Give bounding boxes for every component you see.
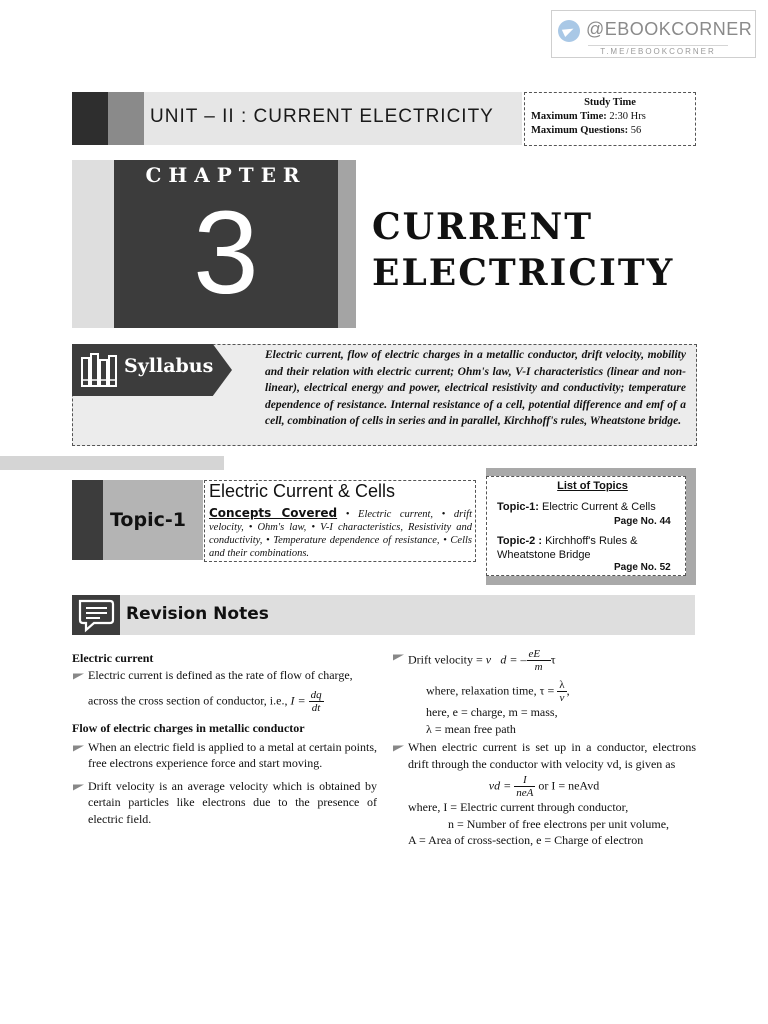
chapter-number: 3 [193,187,259,319]
concepts-list: • Electric current, • drift velocity, • Ohm's law, • V-I characteristics, Resistivity and conductivity, • Temperature dependence of resistance, • Cells and their combinations. [209,509,472,559]
I-over-neA-fraction: $\frac{I}{\text{neA}}$ [516,774,534,799]
vd-equation: vd = $\frac{I}{\text{neA}}$ or I = neAvd [488,774,600,799]
syllabus-label: Syllabus [124,355,214,377]
max-time-value: 2:30 Hrs [609,111,646,122]
chapter-title [372,204,674,296]
lambda-line: λ = mean free path [426,721,516,736]
topic-2-page: Page No. 52 [614,562,671,573]
watermark-handle: @EBOOKCORNER [586,19,753,39]
bullet-drift-velocity-definition: Drift velocity is an average velocity which is obtained by certain particles like electrons due to the presence of electric field. [72,778,377,828]
chapter-strip [338,160,356,328]
topic-label: Topic-1 [110,509,186,531]
eE-over-m-fraction: $\frac{eE⃗}{m}$ [528,648,549,673]
syllabus-text: Electric current, flow of electric charges in a metallic conductor, drift velocity, mobility and their relation with electric current; Ohm's law, V-I characteristics (linear and non-linear), electrical energy and power, electrical resistivity and conductivity; temperature dependence of resistance. Internal resistance of a cell, potential difference and emf of a cell, combination of cells in series and in parallel, Kirchhoff's rules, Wheatstone bridge. [265,349,686,427]
heading-electric-current: Electric current [72,651,154,665]
topic-1-prefix: Topic-1: [497,501,539,513]
topics-list-heading: List of Topics [557,480,628,492]
watermark-link: T.ME/EBOOKCORNER [588,45,728,56]
topic-2-prefix: Topic-2 : [497,535,543,547]
where-line-3: A = Area of cross-section, e = Charge of electron [408,833,644,847]
max-questions-value: 56 [630,125,642,136]
topic-1-page: Page No. 44 [614,516,671,527]
books-icon [80,352,120,388]
lambda-over-v-fraction: $\frac{\lambda}{v}$ [559,679,565,704]
chapter-bg-left [72,160,114,328]
notes-right-column: Drift velocity = v⃗d = – $\frac{eE⃗}{m}$ τ where, relaxation time, τ = $\frac{\lambda}{v}$ , here, e = charge, m = mass, λ = mean free path When electric current is set up in a conductor, electrons drift through the conductor with velocity vd, is given as vd = $\frac{I}{\text{neA}}$ or I = neAvd where, I = Electric current through conductor, n = Number of free electrons per unit volume, A = Area of cross-section, e = Charge of electron [392,648,696,849]
here-line: here, e = charge, m = mass, [426,705,558,719]
topic-title: Electric Current & Cells [209,481,396,501]
dq-dt-fraction: $\frac{dq}{dt}$ [310,689,322,714]
unit-bar-dark [72,92,108,145]
heading-flow-of-charges: Flow of electric charges in metallic conductor [72,721,305,735]
topic-1-name: Electric Current & Cells [542,501,656,513]
unit-bar-mid [108,92,144,145]
concepts-covered [209,507,472,560]
chapter-title-line2: ELECTRICITY [372,252,675,294]
notes-icon-box [72,595,120,635]
topic-bar-dark [72,480,103,560]
bullet-vd-relation: When electric current is set up in a conductor, electrons drift through the conductor with velocity vd, is given as [392,739,696,772]
topics-list-item-1 [497,501,656,513]
concepts-heading: Concepts Covered [209,506,338,520]
chapter-title-line1: CURRENT [372,206,594,248]
chapter-word: CHAPTER [145,163,307,187]
max-questions-label: Maximum Questions: [531,125,629,136]
topics-list-item-2 [497,534,677,562]
study-time-heading: Study Time [584,97,636,108]
bullet-electric-current: Electric current is defined as the rate of flow of charge, across the cross section of conductor, i.e., I = $\frac{dq}{dt}$ [72,667,377,715]
watermark-badge [551,10,756,58]
bullet-drift-velocity-formula: Drift velocity = v⃗d = – $\frac{eE⃗}{m}$ τ [392,648,696,673]
notes-icon [72,595,120,635]
topic-2-name: Kirchhoff's Rules & Wheatstone Bridge [497,535,638,561]
telegram-icon [558,20,580,42]
unit-title: UNIT – II : CURRENT ELECTRICITY [150,106,494,127]
notes-left-column [72,650,377,827]
study-time-box [524,92,696,146]
divider-bar [0,456,224,470]
max-time-label: Maximum Time: [531,111,607,122]
bullet-electric-field: When an electric field is applied to a metal at certain points, free electrons experience force and start moving. [72,739,377,772]
where-line-1: where, I = Electric current through conductor, [408,800,629,814]
revision-notes-label: Revision Notes [126,604,269,624]
where-line-2: n = Number of free electrons per unit volume, [448,816,670,831]
